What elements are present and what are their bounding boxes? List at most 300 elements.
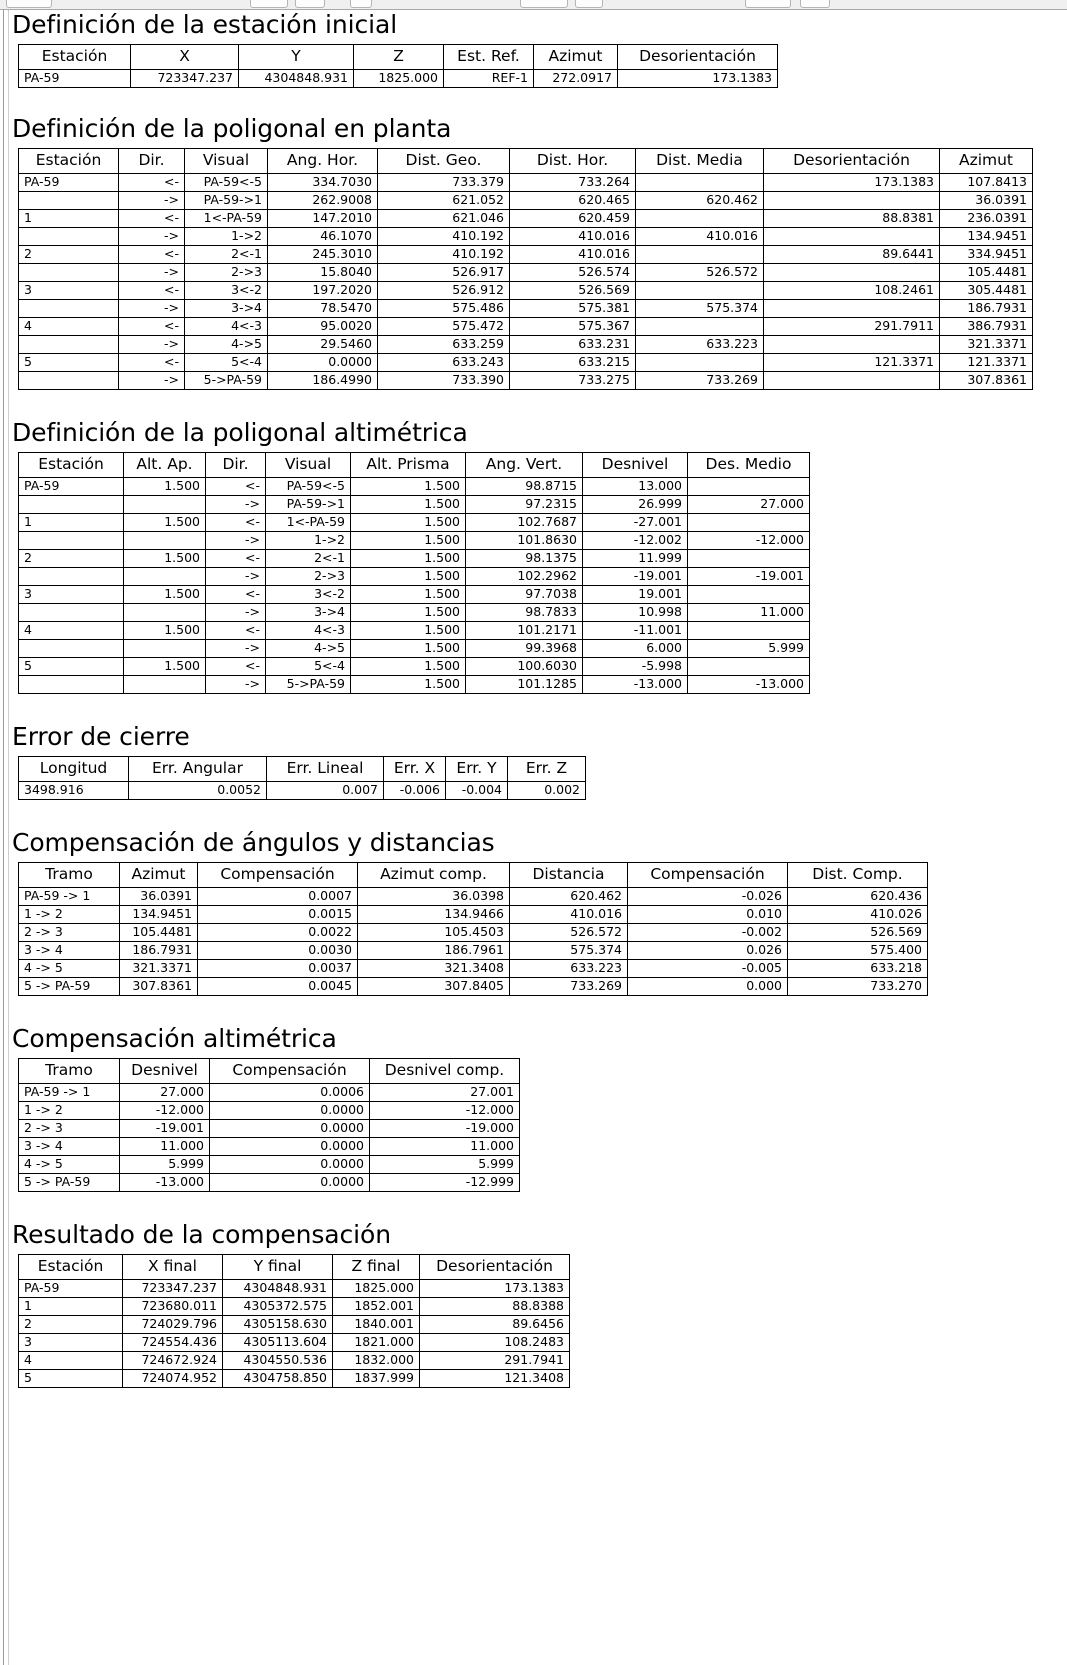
cell-dir: <-	[206, 622, 266, 640]
cell-desorientacion	[764, 372, 940, 390]
page-edge-line	[3, 10, 4, 1665]
column-header: Dist. Geo.	[378, 149, 510, 174]
cell-estacion: PA-59	[19, 70, 131, 88]
cell-alt-ap	[124, 496, 206, 514]
page-title-poligonal-altimetrica: Definición de la poligonal altimétrica	[12, 418, 468, 447]
cell-ang-vert: 97.2315	[466, 496, 583, 514]
cell-compensacion: 0.0006	[210, 1084, 370, 1102]
column-header: Desnivel comp.	[370, 1059, 520, 1084]
cell-y-final: 4304758.850	[223, 1370, 333, 1388]
cell-distancia: 620.462	[510, 888, 628, 906]
toolbar-button-1[interactable]	[6, 0, 52, 8]
cell-dist-hor: 526.574	[510, 264, 636, 282]
cell-desorientacion: 121.3408	[420, 1370, 570, 1388]
cell-dist-geo: 410.192	[378, 228, 510, 246]
cell-azimut: 107.8413	[940, 174, 1033, 192]
toolbar-button-5[interactable]	[520, 0, 568, 8]
cell-estacion	[19, 604, 124, 622]
cell-dist-media: 526.572	[636, 264, 764, 282]
cell-err-angular: 0.0052	[129, 782, 267, 800]
cell-alt-ap: 1.500	[124, 622, 206, 640]
cell-visual: 4<-3	[266, 622, 351, 640]
cell-visual: 4->5	[266, 640, 351, 658]
cell-dist-media	[636, 174, 764, 192]
cell-ang-vert: 98.1375	[466, 550, 583, 568]
cell-ang-vert: 101.8630	[466, 532, 583, 550]
cell-alt-prisma: 1.500	[351, 640, 466, 658]
table-row	[19, 1298, 570, 1316]
cell-distancia: 526.572	[510, 924, 628, 942]
cell-estacion: 1	[19, 514, 124, 532]
cell-desnivel: 13.000	[583, 478, 688, 496]
table-row	[19, 924, 928, 942]
cell-dir: ->	[119, 336, 185, 354]
cell-desorientacion	[764, 192, 940, 210]
cell-ang-vert: 97.7038	[466, 586, 583, 604]
cell-azimut: 272.0917	[534, 70, 618, 88]
cell-estacion	[19, 372, 119, 390]
cell-x-final: 723347.237	[123, 1280, 223, 1298]
cell-ang-hor: 0.0000	[268, 354, 378, 372]
cell-estacion	[19, 228, 119, 246]
column-header: Azimut	[940, 149, 1033, 174]
cell-des-medio	[688, 514, 810, 532]
cell-ang-hor: 147.2010	[268, 210, 378, 228]
cell-azimut: 386.7931	[940, 318, 1033, 336]
cell-compensacion-dist: 0.010	[628, 906, 788, 924]
cell-dir: <-	[206, 658, 266, 676]
cell-desorientacion	[764, 264, 940, 282]
column-header: Desorientación	[618, 45, 778, 70]
cell-dist-hor: 575.367	[510, 318, 636, 336]
cell-visual: 1->2	[266, 532, 351, 550]
cell-desnivel: 11.000	[120, 1138, 210, 1156]
column-header: Desnivel	[120, 1059, 210, 1084]
cell-alt-prisma: 1.500	[351, 586, 466, 604]
cell-dist-media: 620.462	[636, 192, 764, 210]
cell-visual: 3->4	[185, 300, 268, 318]
cell-alt-ap	[124, 676, 206, 694]
cell-ang-vert: 101.2171	[466, 622, 583, 640]
cell-x-final: 723680.011	[123, 1298, 223, 1316]
column-header: Tramo	[19, 1059, 120, 1084]
cell-estacion: 5	[19, 1370, 123, 1388]
cell-dir: ->	[206, 640, 266, 658]
table-row	[19, 1174, 520, 1192]
cell-visual: PA-59->1	[266, 496, 351, 514]
cell-alt-ap: 1.500	[124, 550, 206, 568]
cell-dist-hor: 410.016	[510, 246, 636, 264]
cell-azimut: 36.0391	[120, 888, 198, 906]
column-header: Estación	[19, 453, 124, 478]
cell-des-medio: 27.000	[688, 496, 810, 514]
cell-dist-comp: 733.270	[788, 978, 928, 996]
table-compensacion-altimetrica	[18, 1058, 520, 1192]
column-header: Tramo	[19, 863, 120, 888]
table-row	[19, 1280, 570, 1298]
cell-dist-geo: 633.243	[378, 354, 510, 372]
cell-visual: 4<-3	[185, 318, 268, 336]
cell-ang-hor: 78.5470	[268, 300, 378, 318]
column-header: Compensación	[210, 1059, 370, 1084]
cell-azimut: 134.9451	[120, 906, 198, 924]
cell-desnivel: 6.000	[583, 640, 688, 658]
cell-err-y: -0.004	[446, 782, 508, 800]
cell-y-final: 4305113.604	[223, 1334, 333, 1352]
column-header: Z final	[333, 1255, 420, 1280]
cell-dist-media	[636, 282, 764, 300]
cell-dist-geo: 575.472	[378, 318, 510, 336]
column-header: Visual	[266, 453, 351, 478]
cell-desnivel: -19.001	[120, 1120, 210, 1138]
cell-azimut: 321.3371	[940, 336, 1033, 354]
cell-des-medio: -13.000	[688, 676, 810, 694]
cell-dir: <-	[206, 550, 266, 568]
cell-visual: 2->3	[185, 264, 268, 282]
cell-compensacion-dist: 0.026	[628, 942, 788, 960]
cell-compensacion: 0.0000	[210, 1120, 370, 1138]
page-title-error-cierre: Error de cierre	[12, 722, 190, 751]
table-row	[19, 336, 1033, 354]
cell-alt-prisma: 1.500	[351, 568, 466, 586]
column-header: Azimut comp.	[358, 863, 510, 888]
toolbar-button-7[interactable]	[745, 0, 791, 8]
cell-x-final: 724074.952	[123, 1370, 223, 1388]
table-row	[19, 192, 1033, 210]
column-header: Err. Lineal	[267, 757, 384, 782]
cell-dist-hor: 526.569	[510, 282, 636, 300]
cell-desnivel: 11.999	[583, 550, 688, 568]
cell-desorientacion: 173.1383	[764, 174, 940, 192]
table-row	[19, 228, 1033, 246]
section-compensacion-angulos-distancias	[9, 828, 1067, 996]
page-title-compensacion-angulos: Compensación de ángulos y distancias	[12, 828, 495, 857]
cell-azimut: 321.3371	[120, 960, 198, 978]
cell-tramo: 1 -> 2	[19, 906, 120, 924]
cell-ang-hor: 197.2020	[268, 282, 378, 300]
cell-dist-media: 410.016	[636, 228, 764, 246]
cell-azimut: 186.7931	[120, 942, 198, 960]
cell-azimut-comp: 186.7961	[358, 942, 510, 960]
cell-dir: ->	[119, 300, 185, 318]
column-header: Alt. Prisma	[351, 453, 466, 478]
page-title-resultado-compensacion: Resultado de la compensación	[12, 1220, 391, 1249]
cell-ang-hor: 46.1070	[268, 228, 378, 246]
cell-dir: ->	[119, 264, 185, 282]
cell-alt-ap	[124, 640, 206, 658]
report-page	[9, 10, 1067, 1388]
table-row	[19, 318, 1033, 336]
spacer	[9, 800, 1067, 828]
cell-dist-hor: 733.275	[510, 372, 636, 390]
cell-desnivel: 26.999	[583, 496, 688, 514]
cell-ang-hor: 29.5460	[268, 336, 378, 354]
cell-x-final: 724672.924	[123, 1352, 223, 1370]
cell-estacion: 3	[19, 1334, 123, 1352]
table-header-row	[19, 863, 928, 888]
cell-desnivel: 27.000	[120, 1084, 210, 1102]
cell-dist-geo: 621.046	[378, 210, 510, 228]
cell-visual: 3<-2	[185, 282, 268, 300]
column-header: Err. Y	[446, 757, 508, 782]
cell-dir: ->	[206, 604, 266, 622]
table-poligonal-planta	[18, 148, 1033, 390]
cell-err-lineal: 0.007	[267, 782, 384, 800]
cell-ang-vert: 99.3968	[466, 640, 583, 658]
column-header: Y final	[223, 1255, 333, 1280]
table-row	[19, 676, 810, 694]
cell-desorientacion: 173.1383	[420, 1280, 570, 1298]
cell-dist-geo: 621.052	[378, 192, 510, 210]
cell-visual: 5->PA-59	[266, 676, 351, 694]
column-header: Estación	[19, 1255, 123, 1280]
cell-z-final: 1837.999	[333, 1370, 420, 1388]
cell-dist-geo: 526.912	[378, 282, 510, 300]
table-row	[19, 246, 1033, 264]
cell-estacion	[19, 532, 124, 550]
cell-estacion: 2	[19, 550, 124, 568]
cell-desnivel-comp: 27.001	[370, 1084, 520, 1102]
table-row	[19, 1138, 520, 1156]
table-row	[19, 1316, 570, 1334]
cell-desorientacion	[764, 228, 940, 246]
cell-tramo: 2 -> 3	[19, 924, 120, 942]
cell-compensacion-dist: 0.000	[628, 978, 788, 996]
table-header-row	[19, 149, 1033, 174]
toolbar-button-6[interactable]	[575, 0, 603, 8]
cell-z-final: 1825.000	[333, 1280, 420, 1298]
cell-ang-vert: 98.7833	[466, 604, 583, 622]
cell-azimut: 307.8361	[940, 372, 1033, 390]
column-header: Distancia	[510, 863, 628, 888]
cell-compensacion: 0.0000	[210, 1138, 370, 1156]
cell-alt-ap: 1.500	[124, 514, 206, 532]
column-header: Desnivel	[583, 453, 688, 478]
cell-estacion	[19, 676, 124, 694]
table-row	[19, 300, 1033, 318]
cell-dist-geo: 526.917	[378, 264, 510, 282]
cell-ang-vert: 102.2962	[466, 568, 583, 586]
cell-estacion: PA-59	[19, 478, 124, 496]
cell-compensacion: 0.0015	[198, 906, 358, 924]
cell-estacion: 3	[19, 282, 119, 300]
cell-azimut: 121.3371	[940, 354, 1033, 372]
window-toolbar	[0, 0, 1067, 10]
cell-ang-hor: 334.7030	[268, 174, 378, 192]
cell-dir: ->	[119, 228, 185, 246]
cell-alt-ap: 1.500	[124, 658, 206, 676]
cell-desorientacion: 88.8388	[420, 1298, 570, 1316]
cell-alt-prisma: 1.500	[351, 676, 466, 694]
column-header: Dir.	[206, 453, 266, 478]
table-row	[19, 942, 928, 960]
cell-err-x: -0.006	[384, 782, 446, 800]
cell-azimut-comp: 134.9466	[358, 906, 510, 924]
column-header: Des. Medio	[688, 453, 810, 478]
cell-ang-hor: 262.9008	[268, 192, 378, 210]
column-header: Z	[354, 45, 444, 70]
cell-dir: <-	[119, 246, 185, 264]
cell-estacion	[19, 640, 124, 658]
cell-dist-comp: 620.436	[788, 888, 928, 906]
table-row	[19, 568, 810, 586]
cell-azimut: 134.9451	[940, 228, 1033, 246]
cell-visual: PA-59<-5	[185, 174, 268, 192]
cell-alt-ap	[124, 568, 206, 586]
cell-dist-media: 633.223	[636, 336, 764, 354]
cell-visual: 2<-1	[185, 246, 268, 264]
cell-dir: <-	[119, 354, 185, 372]
section-poligonal-altimetrica	[9, 418, 1067, 694]
cell-alt-prisma: 1.500	[351, 478, 466, 496]
cell-distancia: 410.016	[510, 906, 628, 924]
cell-compensacion: 0.0037	[198, 960, 358, 978]
column-header: Estación	[19, 45, 131, 70]
cell-z-final: 1832.000	[333, 1352, 420, 1370]
section-error-cierre	[9, 722, 1067, 800]
cell-desorientacion: 89.6441	[764, 246, 940, 264]
cell-desnivel: 10.998	[583, 604, 688, 622]
section-poligonal-planta	[9, 114, 1067, 390]
table-row	[19, 1084, 520, 1102]
table-row	[19, 532, 810, 550]
cell-dir: ->	[206, 496, 266, 514]
table-row	[19, 264, 1033, 282]
cell-dist-media	[636, 318, 764, 336]
cell-dist-hor: 633.231	[510, 336, 636, 354]
cell-des-medio	[688, 622, 810, 640]
table-row	[19, 550, 810, 568]
cell-desnivel-comp: 5.999	[370, 1156, 520, 1174]
cell-dist-media: 733.269	[636, 372, 764, 390]
cell-tramo: 3 -> 4	[19, 942, 120, 960]
cell-dist-hor: 733.264	[510, 174, 636, 192]
cell-desorientacion: 108.2483	[420, 1334, 570, 1352]
cell-compensacion: 0.0030	[198, 942, 358, 960]
cell-dist-media	[636, 246, 764, 264]
cell-dist-geo: 733.379	[378, 174, 510, 192]
cell-estacion	[19, 192, 119, 210]
cell-azimut: 307.8361	[120, 978, 198, 996]
cell-dir: <-	[119, 318, 185, 336]
table-row	[19, 1334, 570, 1352]
cell-azimut: 236.0391	[940, 210, 1033, 228]
cell-dist-comp: 526.569	[788, 924, 928, 942]
toolbar-button-2[interactable]	[250, 0, 288, 8]
column-header: X	[131, 45, 239, 70]
cell-desnivel: -12.000	[120, 1102, 210, 1120]
cell-estacion: 2	[19, 1316, 123, 1334]
cell-des-medio	[688, 478, 810, 496]
cell-desorientacion	[764, 336, 940, 354]
cell-tramo: 5 -> PA-59	[19, 978, 120, 996]
cell-visual: 2->3	[266, 568, 351, 586]
cell-des-medio: -19.001	[688, 568, 810, 586]
table-estacion-inicial	[18, 44, 778, 88]
cell-desnivel: -5.998	[583, 658, 688, 676]
cell-x-final: 724029.796	[123, 1316, 223, 1334]
table-row	[19, 586, 810, 604]
table-row	[19, 70, 778, 88]
column-header: X final	[123, 1255, 223, 1280]
cell-tramo: 3 -> 4	[19, 1138, 120, 1156]
cell-ang-vert: 100.6030	[466, 658, 583, 676]
cell-estacion: 4	[19, 318, 119, 336]
cell-desnivel: 5.999	[120, 1156, 210, 1174]
cell-ang-hor: 186.4990	[268, 372, 378, 390]
cell-estacion: 1	[19, 210, 119, 228]
table-row	[19, 372, 1033, 390]
table-row	[19, 604, 810, 622]
page-title-estacion-inicial: Definición de la estación inicial	[12, 10, 398, 39]
cell-estacion	[19, 300, 119, 318]
column-header: Azimut	[120, 863, 198, 888]
cell-visual: 1<-PA-59	[266, 514, 351, 532]
cell-des-medio: -12.000	[688, 532, 810, 550]
cell-estacion: PA-59	[19, 174, 119, 192]
cell-dist-media	[636, 354, 764, 372]
cell-azimut-comp: 105.4503	[358, 924, 510, 942]
cell-desnivel: -13.000	[120, 1174, 210, 1192]
toolbar-button-3[interactable]	[295, 0, 325, 8]
table-row	[19, 1156, 520, 1174]
cell-x: 723347.237	[131, 70, 239, 88]
cell-estacion	[19, 568, 124, 586]
cell-y: 4304848.931	[239, 70, 354, 88]
cell-dir: <-	[206, 478, 266, 496]
section-resultado-compensacion	[9, 1220, 1067, 1388]
cell-tramo: 5 -> PA-59	[19, 1174, 120, 1192]
cell-alt-ap	[124, 532, 206, 550]
cell-dist-comp: 633.218	[788, 960, 928, 978]
cell-dir: ->	[119, 372, 185, 390]
cell-azimut: 334.9451	[940, 246, 1033, 264]
table-row	[19, 174, 1033, 192]
table-row	[19, 1102, 520, 1120]
column-header: Azimut	[534, 45, 618, 70]
cell-estacion: 2	[19, 246, 119, 264]
column-header: Desorientación	[764, 149, 940, 174]
cell-alt-prisma: 1.500	[351, 514, 466, 532]
table-row	[19, 1120, 520, 1138]
column-header: Ang. Vert.	[466, 453, 583, 478]
table-row	[19, 640, 810, 658]
cell-alt-prisma: 1.500	[351, 550, 466, 568]
cell-dist-geo: 633.259	[378, 336, 510, 354]
column-header: Longitud	[19, 757, 129, 782]
section-estacion-inicial	[9, 10, 1067, 88]
cell-des-medio	[688, 658, 810, 676]
cell-azimut: 105.4481	[940, 264, 1033, 282]
spacer	[9, 1192, 1067, 1220]
toolbar-button-4[interactable]	[350, 0, 372, 8]
column-header: Alt. Ap.	[124, 453, 206, 478]
cell-alt-prisma: 1.500	[351, 658, 466, 676]
section-compensacion-altimetrica	[9, 1024, 1067, 1192]
cell-dist-hor: 620.465	[510, 192, 636, 210]
page-title-compensacion-altimetrica: Compensación altimétrica	[12, 1024, 337, 1053]
table-header-row	[19, 1255, 570, 1280]
cell-desnivel: -11.001	[583, 622, 688, 640]
cell-alt-prisma: 1.500	[351, 604, 466, 622]
cell-dir: ->	[119, 192, 185, 210]
toolbar-button-8[interactable]	[800, 0, 830, 8]
cell-estacion: 5	[19, 658, 124, 676]
cell-z-final: 1840.001	[333, 1316, 420, 1334]
cell-compensacion-dist: -0.005	[628, 960, 788, 978]
cell-z-final: 1852.001	[333, 1298, 420, 1316]
table-row	[19, 496, 810, 514]
